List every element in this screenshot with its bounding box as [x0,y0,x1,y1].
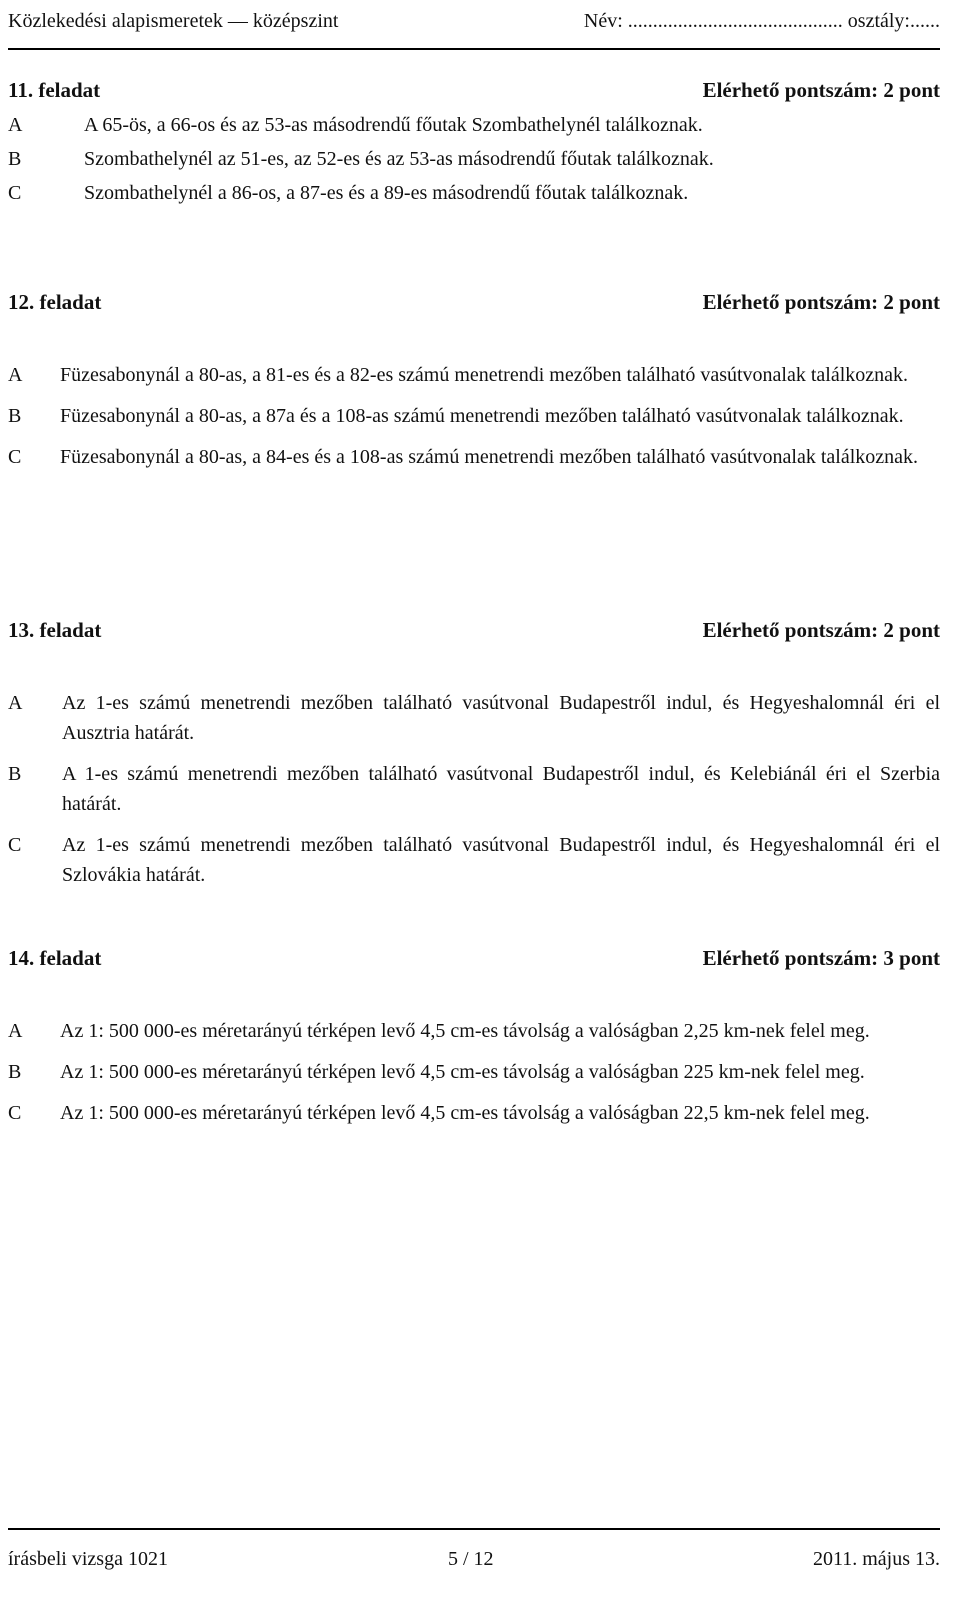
option-text: Az 1: 500 000-es méretarányú térképen levő 4,5 cm-es távolság a valóságban 2,25 km-nek felel meg. [60,1020,870,1042]
option-b [8,759,940,819]
page-footer [8,1528,940,1590]
option-b [8,1057,940,1087]
task-points: Elérhető pontszám: 2 pont [702,618,940,642]
option-text: Füzesabonynál a 80-as, a 84-es és a 108-as számú menetrendi mezőben található vasútvonalak találkoznak. [60,446,919,468]
option-letter: B [8,148,22,170]
task-13 [8,618,940,890]
option-text: Szombathelynél az 51-es, az 52-es és az 53-as másodrendű főutak találkoznak. [84,148,714,170]
exam-code: írásbeli vizsga 1021 [8,1548,168,1570]
option-text: Az 1: 500 000-es méretarányú térképen levő 4,5 cm-es távolság a valóságban 22,5 km-nek felel meg. [60,1102,870,1124]
task-14 [8,946,940,1128]
task-12 [8,290,940,472]
exam-title: Közlekedési alapismeretek — középszint [8,10,339,32]
task-points: Elérhető pontszám: 3 pont [702,946,940,970]
option-letter: C [8,182,22,204]
task-points: Elérhető pontszám: 2 pont [702,290,940,314]
task-11 [8,78,940,208]
task-number: 11. feladat [8,78,101,102]
option-letter: A [8,1020,23,1042]
option-text: Szombathelynél a 86-os, a 87-es és a 89-es másodrendű főutak találkoznak. [84,182,689,204]
option-letter: B [8,763,22,785]
task-number: 12. feladat [8,290,102,314]
page-number: 5 / 12 [448,1548,494,1570]
option-letter: A [8,692,23,714]
option-text: A 65-ös, a 66-os és az 53-as másodrendű főutak Szombathelynél találkoznak. [84,114,703,136]
option-b [8,144,940,174]
option-a [8,110,940,140]
option-c [8,830,940,890]
name-class-field: Név: ........................................... osztály:...... [583,10,940,32]
option-letter: B [8,405,22,427]
option-letter: C [8,834,22,856]
option-c [8,1098,940,1128]
task-number: 14. feladat [8,946,102,970]
exam-date: 2011. május 13. [812,1548,940,1570]
option-letter: A [8,114,23,136]
task-heading [8,618,940,648]
option-a [8,360,940,390]
option-letter: A [8,364,23,386]
option-text: Az 1-es számú menetrendi mezőben található vasútvonal Budapestről indul, és Hegyeshalomnál éri el Ausztria határát. [62,692,940,744]
option-letter: B [8,1061,22,1083]
task-heading [8,290,940,320]
option-b [8,401,940,431]
task-heading [8,946,940,976]
option-letter: C [8,446,22,468]
option-c [8,442,940,472]
option-a [8,1016,940,1046]
option-c [8,178,940,208]
option-text: A 1-es számú menetrendi mezőben található vasútvonal Budapestről indul, és Kelebiánál éri el Szerbia határát. [62,763,940,815]
page-header [8,0,940,50]
option-text: Az 1: 500 000-es méretarányú térképen levő 4,5 cm-es távolság a valóságban 225 km-nek felel meg. [60,1061,865,1083]
task-heading [8,78,940,108]
option-letter: C [8,1102,22,1124]
option-text: Az 1-es számú menetrendi mezőben található vasútvonal Budapestről indul, és Hegyeshalomnál éri el Szlovákia határát. [62,834,940,886]
option-text: Füzesabonynál a 80-as, a 81-es és a 82-es számú menetrendi mezőben található vasútvonalak találkoznak. [60,364,909,386]
task-number: 13. feladat [8,618,102,642]
option-a [8,688,940,748]
task-points: Elérhető pontszám: 2 pont [702,78,940,102]
option-text: Füzesabonynál a 80-as, a 87a és a 108-as számú menetrendi mezőben található vasútvonalak találkoznak. [60,405,904,427]
